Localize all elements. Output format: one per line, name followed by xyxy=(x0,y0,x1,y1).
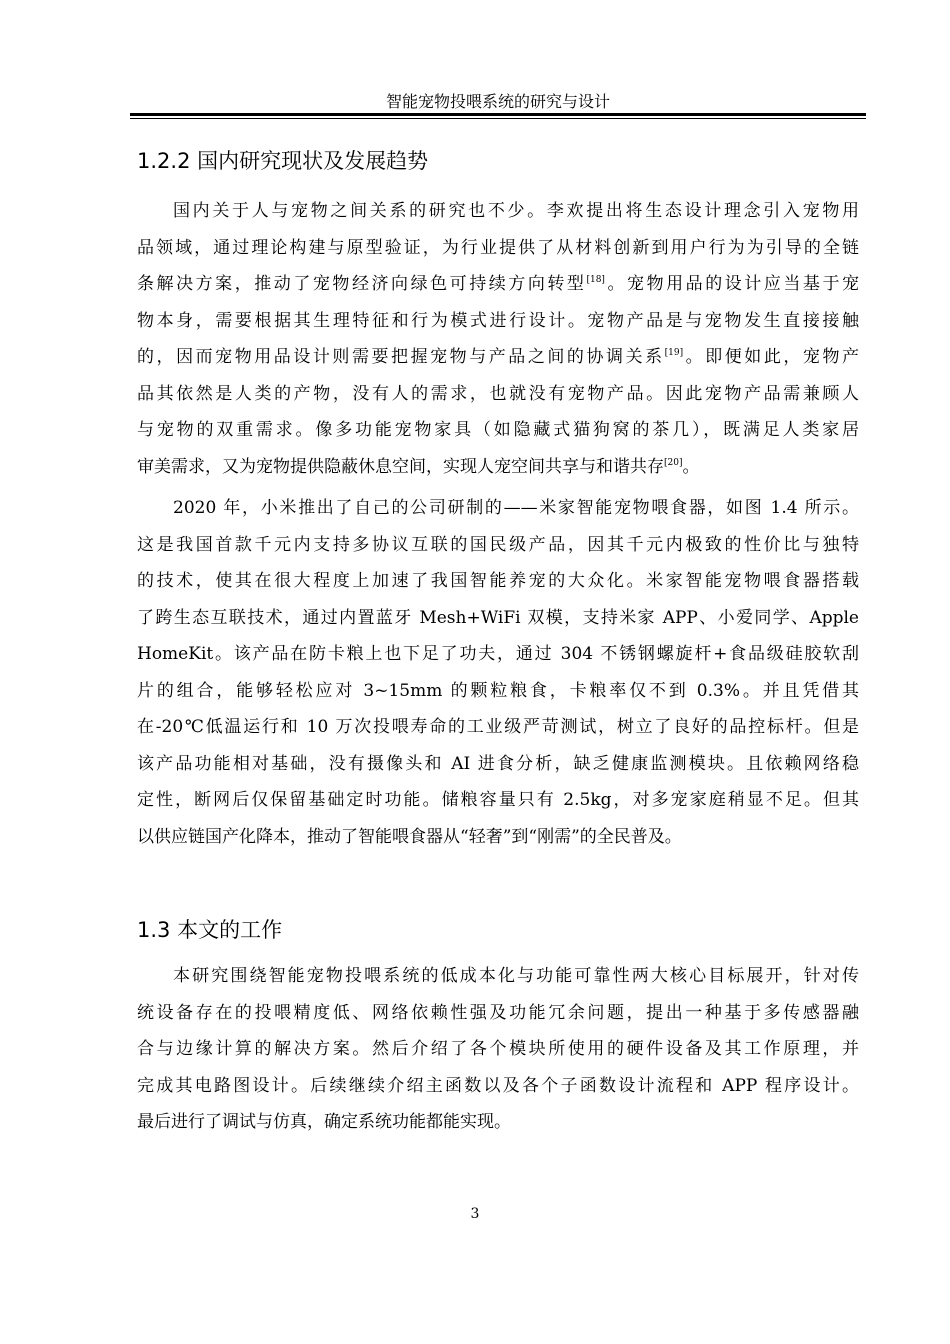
text-run: 。宠物用品的设计应当基于宠 xyxy=(604,274,859,294)
text-line: 品其依然是人类的产物，没有人的需求，也就没有宠物产品。因此宠物产品需兼顾人 xyxy=(137,383,859,404)
text-run: 审美需求，又为宠物提供隐蔽休息空间，实现人宠空间共享与和谐共存 xyxy=(137,456,664,477)
page-number: 3 xyxy=(470,1206,480,1222)
text-run: 条解决方案，推动了宠物经济向绿色可持续方向转型 xyxy=(137,274,587,294)
text-line: 2020 年，小米推出了自己的公司研制的——米家智能宠物喂食器，如图 1.4 所示。 xyxy=(173,498,859,518)
citation-18: [18] xyxy=(586,275,605,285)
text-line: 本研究围绕智能宠物投喂系统的低成本化与功能可靠性两大核心目标展开，针对传 xyxy=(173,966,859,986)
text-line: 片的组合，能够轻松应对 3~15mm 的颗粒粮食，卡粮率仅不到 0.3%。并且凭借其 xyxy=(137,680,859,701)
citation-19: [19] xyxy=(664,348,684,358)
section-heading-1-2-2: 1.2.2 国内研究现状及发展趋势 xyxy=(137,149,429,173)
text-line: 这是我国首款千元内支持多协议互联的国民级产品，因其千元内极致的性价比与独特 xyxy=(137,534,859,555)
text-line: 定性，断网后仅保留基础定时功能。储粮容量只有 2.5kg，对多宠家庭稍显不足。但其 xyxy=(137,790,859,810)
text-run: 。 xyxy=(682,456,700,477)
text-line: 与宠物的双重需求。像多功能宠物家具（如隐藏式猫狗窝的茶几），既满足人类家居 xyxy=(137,420,859,440)
citation-20: [20] xyxy=(664,457,683,468)
text-line: 了跨生态互联技术，通过内置蓝牙 Mesh+WiFi 双模，支持米家 APP、小爱同学、Apple xyxy=(137,607,859,628)
text-line: HomeKit。该产品在防卡粮上也下足了功夫，通过 304 不锈钢螺旋杆+食品级硅胶软刮 xyxy=(137,644,859,664)
text-line xyxy=(137,339,859,376)
paragraph-this-work xyxy=(137,958,859,1141)
text-run: 的，因而宠物用品设计则需要把握宠物与产品之间的协调关系 xyxy=(137,347,665,367)
text-line: 合与边缘计算的解决方案。然后介绍了各个模块所使用的硬件设备及其工作原理，并 xyxy=(137,1039,859,1059)
text-line: 物本身，需要根据其生理特征和行为模式进行设计。宠物产品是与宠物发生直接接触 xyxy=(137,310,859,331)
text-line: 该产品功能相对基础，没有摄像头和 AI 进食分析，缺乏健康监测模块。且依赖网络稳 xyxy=(137,753,859,774)
header-rule-thin xyxy=(130,118,866,119)
section-heading-1-3: 1.3 本文的工作 xyxy=(137,918,283,942)
text-line xyxy=(137,449,859,486)
text-run: 。即便如此，宠物产 xyxy=(683,347,860,367)
header-rule-thick xyxy=(130,113,866,116)
paragraph-xiaomi-feeder xyxy=(137,490,859,855)
text-line: 的技术，使其在很大程度上加速了我国智能养宠的大众化。米家智能宠物喂食器搭载 xyxy=(137,571,859,591)
paragraph-domestic-research xyxy=(137,193,859,485)
text-line: 以供应链国产化降本，推动了智能喂食器从“轻奢”到“刚需”的全民普及。 xyxy=(137,826,682,847)
text-line: 国内关于人与宠物之间关系的研究也不少。李欢提出将生态设计理念引入宠物用 xyxy=(173,201,859,221)
text-line: 最后进行了调试与仿真，确定系统功能都能实现。 xyxy=(137,1112,511,1132)
text-line: 在-20℃低温运行和 10 万次投喂寿命的工业级严苛测试，树立了良好的品控标杆。但是 xyxy=(137,717,859,737)
text-line xyxy=(137,266,859,303)
running-header: 智能宠物投喂系统的研究与设计 xyxy=(385,92,610,111)
text-line: 统设备存在的投喂精度低、网络依赖性强及功能冗余问题，提出一种基于多传感器融 xyxy=(137,1002,859,1023)
text-line: 品领域，通过理论构建与原型验证，为行业提供了从材料创新到用户行为为引导的全链 xyxy=(137,237,859,258)
text-line: 完成其电路图设计。后续继续介绍主函数以及各个子函数设计流程和 APP 程序设计。 xyxy=(137,1075,859,1096)
